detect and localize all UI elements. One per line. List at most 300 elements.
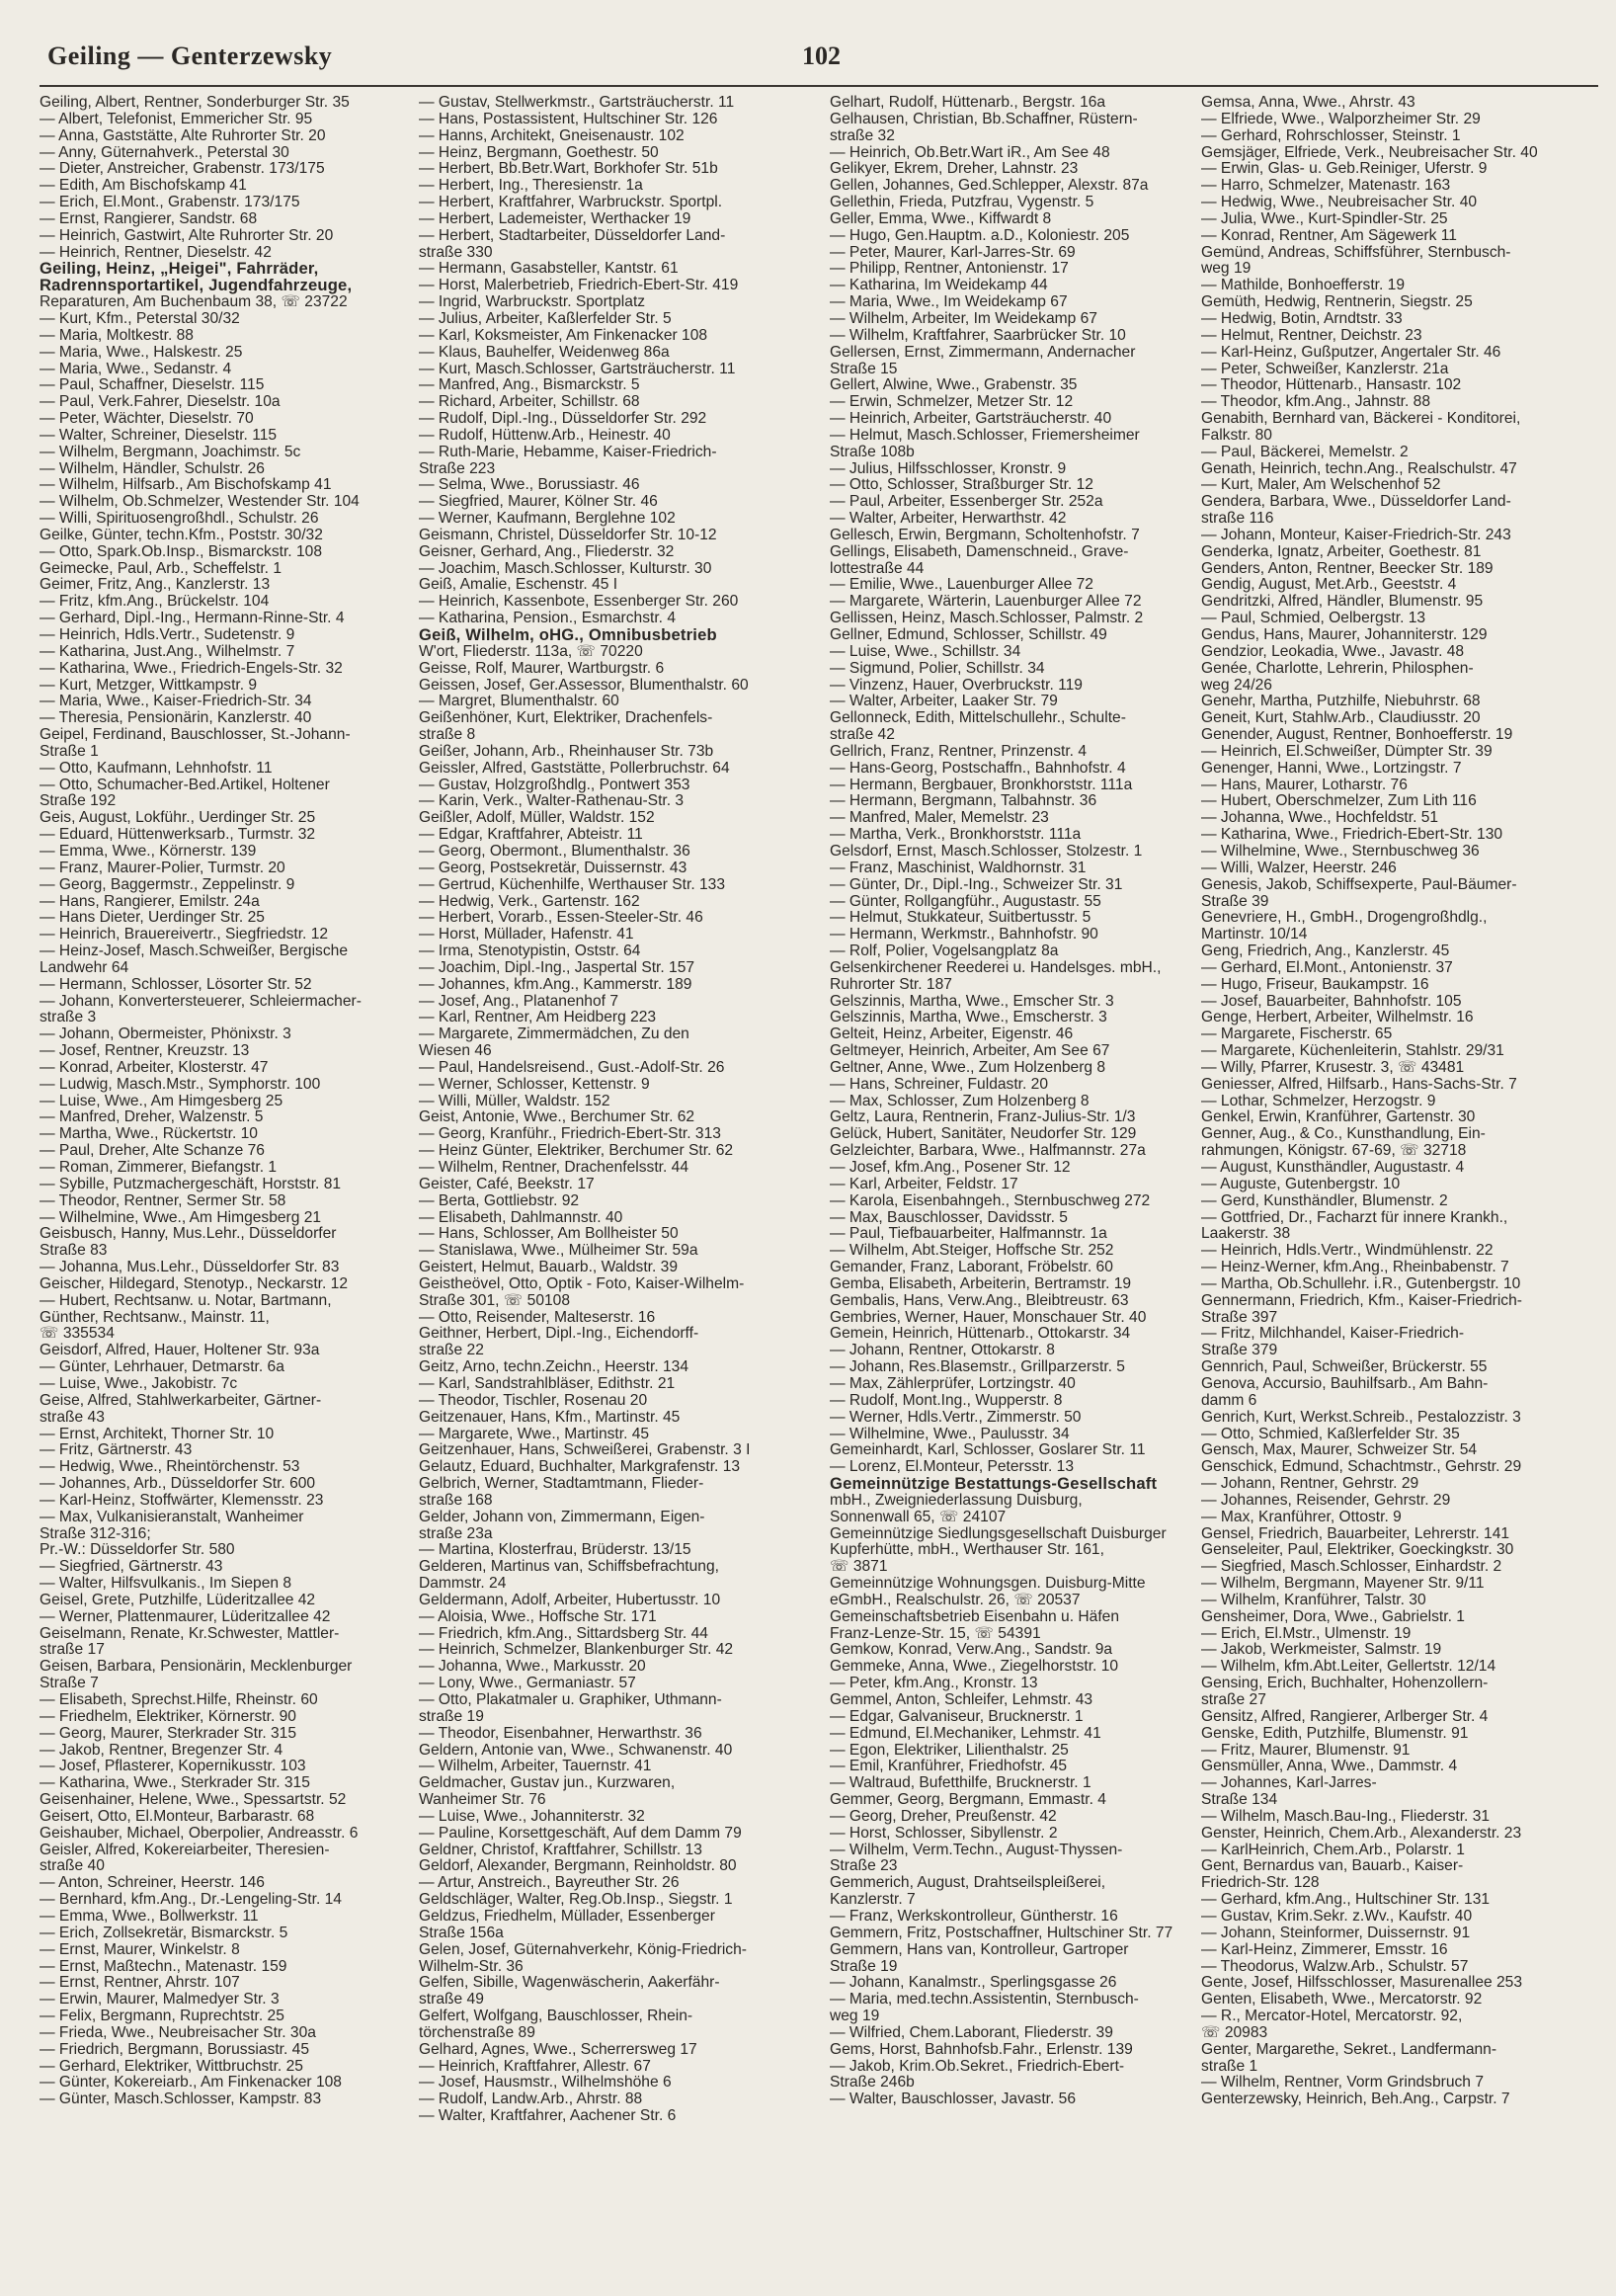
directory-entry: — Margarete, Wwe., Martinstr. 45 — [419, 1426, 650, 1442]
directory-entry: — Vinzenz, Hauer, Overbruckstr. 119 — [830, 677, 1083, 694]
directory-entry: — Gertrud, Küchenhilfe, Werthauser Str. 133 — [419, 876, 726, 893]
page-header-range: Geiling — Genterzewsky — [47, 41, 333, 70]
directory-entry: — Günter, Dr., Dipl.-Ing., Schweizer Str. 31 — [830, 876, 1123, 893]
directory-entry: — Hubert, Oberschmelzer, Zum Lith 116 — [1201, 793, 1477, 810]
directory-entry: Geissler, Alfred, Gaststätte, Pollerbruchstr. 64 — [419, 760, 730, 777]
directory-entry: Straße 156a — [419, 1925, 504, 1941]
directory-entry: Straße 1 — [40, 743, 99, 760]
directory-entry: — Paul, Bäckerei, Memelstr. 2 — [1201, 444, 1409, 460]
directory-entry: — Johannes, kfm.Ang., Kammerstr. 189 — [419, 976, 692, 993]
directory-entry: Gellesch, Erwin, Bergmann, Scholtenhofstr. 7 — [830, 527, 1140, 543]
directory-entry: — Johann, Steinformer, Duissernstr. 91 — [1201, 1925, 1471, 1941]
directory-entry: — Gerhard, El.Mont., Antonienstr. 37 — [1201, 959, 1453, 976]
directory-entry: Geldern, Antonie van, Wwe., Schwanenstr. 40 — [419, 1742, 733, 1759]
directory-entry: Gendritzki, Alfred, Händler, Blumenstr. 95 — [1201, 594, 1484, 611]
directory-entry: — Kurt, Kfm., Peterstal 30/32 — [40, 310, 240, 327]
directory-entry: — Julius, Hilfsschlosser, Kronstr. 9 — [830, 460, 1067, 477]
directory-entry: — Heinrich, Hdls.Vertr., Windmühlenstr. 22 — [1201, 1243, 1494, 1260]
directory-entry: — Rudolf, Hüttenw.Arb., Heinestr. 40 — [419, 427, 671, 444]
directory-entry: Gelhausen, Christian, Bb.Schaffner, Rüstern- — [830, 111, 1138, 127]
directory-entry: Gendera, Barbara, Wwe., Düsseldorfer Land- — [1201, 494, 1511, 511]
directory-entry: — Katharina, Wwe., Sterkrader Str. 315 — [40, 1775, 310, 1792]
directory-entry: — Wilhelmine, Wwe., Sternbuschweg 36 — [1201, 843, 1480, 860]
directory-entry: ☏ 3871 — [830, 1559, 888, 1576]
directory-entry: straße 17 — [40, 1642, 105, 1659]
directory-entry: damm 6 — [1201, 1392, 1257, 1409]
directory-entry: Gemüth, Hedwig, Rentnerin, Siegstr. 25 — [1201, 294, 1473, 311]
directory-entry: Geniesser, Alfred, Hilfsarb., Hans-Sachs-Str. 7 — [1201, 1076, 1517, 1093]
directory-entry: — Heinrich, Ob.Betr.Wart iR., Am See 48 — [830, 144, 1110, 161]
directory-entry: — Willi, Spirituosengroßhdl., Schulstr. 26 — [40, 511, 319, 528]
directory-entry: — Georg, Maurer, Sterkrader Str. 315 — [40, 1725, 297, 1742]
directory-entry: Gelautz, Eduard, Buchhalter, Markgrafenstr. 13 — [419, 1459, 741, 1476]
directory-entry: — Sigmund, Polier, Schillstr. 34 — [830, 660, 1045, 677]
directory-entry: — Walter, Schreiner, Dieselstr. 115 — [40, 427, 278, 444]
directory-entry: Gems, Horst, Bahnhofsb.Fahr., Erlenstr. 139 — [830, 2041, 1133, 2058]
directory-entry: Straße 7 — [40, 1676, 99, 1692]
directory-entry: — Otto, Spark.Ob.Insp., Bismarckstr. 108 — [40, 543, 322, 560]
directory-entry: — Georg, Baggermstr., Zeppelinstr. 9 — [40, 876, 295, 893]
directory-entry: Geldzus, Friedhelm, Müllader, Essenberger — [419, 1908, 715, 1925]
directory-entry: — Karl, Koksmeister, Am Finkenacker 108 — [419, 327, 708, 344]
directory-entry: — Josef, Pflasterer, Kopernikusstr. 103 — [40, 1759, 306, 1775]
directory-entry: — Albert, Telefonist, Emmericher Str. 95 — [40, 111, 313, 127]
directory-entry: Straße 15 — [830, 361, 898, 377]
directory-entry: Straße 23 — [830, 1858, 898, 1875]
directory-entry: Gellissen, Heinz, Masch.Schlosser, Palmstr. 2 — [830, 611, 1144, 627]
directory-entry: straße 330 — [419, 244, 493, 261]
directory-entry: — Martha, Wwe., Rückertstr. 10 — [40, 1126, 258, 1143]
directory-entry: — Stanislawa, Wwe., Mülheimer Str. 59a — [419, 1243, 698, 1260]
directory-entry: — Wilhelmine, Wwe., Am Himgesberg 21 — [40, 1209, 322, 1226]
directory-entry: Laakerstr. 38 — [1201, 1226, 1291, 1243]
directory-entry: — Gustav, Holzgroßhdlg., Pontwert 353 — [419, 777, 690, 793]
directory-entry: — Fritz, Gärtnerstr. 43 — [40, 1442, 193, 1459]
directory-entry: — Ernst, Architekt, Thorner Str. 10 — [40, 1426, 275, 1442]
directory-entry: Gelikyer, Ekrem, Dreher, Lahnstr. 23 — [830, 161, 1079, 178]
directory-entry: Gellen, Johannes, Ged.Schlepper, Alexstr. 87a — [830, 178, 1149, 195]
directory-entry: — Johanna, Wwe., Markusstr. 20 — [419, 1659, 646, 1676]
directory-entry: — Katharina, Im Weidekamp 44 — [830, 278, 1048, 294]
directory-entry: — Anny, Güternahverk., Peterstal 30 — [40, 144, 289, 161]
directory-entry: Geißer, Johann, Arb., Rheinhauser Str. 73b — [419, 743, 714, 760]
directory-entry: — Luise, Wwe., Am Himgesberg 25 — [40, 1093, 283, 1109]
directory-entry: — Gustav, Krim.Sekr. z.Wv., Kaufstr. 40 — [1201, 1908, 1473, 1925]
directory-entry: Gemba, Elisabeth, Arbeiterin, Bertramstr. 19 — [830, 1275, 1132, 1292]
directory-entry: Gendus, Hans, Maurer, Johanniterstr. 129 — [1201, 627, 1488, 643]
header-rule — [40, 85, 1598, 87]
directory-entry: — Gustav, Stellwerkmstr., Gartsträucherstr. 11 — [419, 95, 735, 111]
directory-entry: — Rolf, Polier, Vogelsangplatz 8a — [830, 943, 1059, 960]
directory-entry: — Erich, El.Mstr., Ulmenstr. 19 — [1201, 1625, 1412, 1642]
directory-entry: — Manfred, Maler, Memelstr. 23 — [830, 810, 1049, 827]
directory-entry: Radrennsportartikel, Jugendfahrzeuge, — [40, 278, 353, 295]
directory-entry: Straße 301, ☏ 50108 — [419, 1292, 571, 1309]
directory-entry: — Ingrid, Warbruckstr. Sportplatz — [419, 294, 646, 311]
directory-entry: Wiesen 46 — [419, 1043, 492, 1060]
directory-entry: — Wilhelm, Kranführer, Talstr. 30 — [1201, 1592, 1426, 1608]
directory-entry: lottestraße 44 — [830, 560, 925, 577]
directory-entry: — Walter, Arbeiter, Laaker Str. 79 — [830, 694, 1058, 710]
directory-entry: Geiling, Albert, Rentner, Sonderburger Str. 35 — [40, 95, 350, 111]
directory-entry: Straße 83 — [40, 1243, 108, 1260]
directory-entry: ☏ 335534 — [40, 1326, 115, 1343]
directory-entry: Genske, Edith, Putzhilfe, Blumenstr. 91 — [1201, 1725, 1469, 1742]
directory-entry: — Walter, Hilfsvulkanis., Im Siepen 8 — [40, 1576, 292, 1593]
directory-entry: Gemünd, Andreas, Schiffsführer, Sternbusch- — [1201, 244, 1511, 261]
directory-entry: Geltz, Laura, Rentnerin, Franz-Julius-Str. 1/3 — [830, 1109, 1136, 1126]
directory-entry: straße 1 — [1201, 2058, 1258, 2075]
directory-entry: — Margret, Blumenthalstr. 60 — [419, 694, 619, 710]
directory-entry: Gemmerich, August, Drahtseilspleißerei, — [830, 1875, 1106, 1892]
directory-entry: Geise, Alfred, Stahlwerkarbeiter, Gärtner- — [40, 1392, 322, 1409]
directory-entry: Geldorf, Alexander, Bergmann, Reinholdstr. 80 — [419, 1858, 737, 1875]
directory-entry: — Paul, Tiefbauarbeiter, Halfmannstr. 1a — [830, 1226, 1107, 1243]
directory-entry: Genevriere, H., GmbH., Drogengroßhdlg., — [1201, 910, 1488, 927]
directory-entry: Genesis, Jakob, Schiffsexperte, Paul-Bäumer- — [1201, 876, 1517, 893]
directory-entry: Genabith, Bernhard van, Bäckerei - Konditorei, — [1201, 411, 1521, 428]
directory-entry: — Helmut, Rentner, Deichstr. 23 — [1201, 327, 1422, 344]
directory-entry: Gemein, Heinrich, Hüttenarb., Ottokarstr. 34 — [830, 1326, 1131, 1343]
directory-entry: — Gerhard, Rohrschlosser, Steinstr. 1 — [1201, 127, 1461, 144]
directory-entry: — Wilfried, Chem.Laborant, Fliederstr. 39 — [830, 2024, 1113, 2041]
directory-entry: — Erwin, Maurer, Malmedyer Str. 3 — [40, 1992, 280, 2009]
directory-entry: — Georg, Obermont., Blumenthalstr. 36 — [419, 843, 690, 860]
directory-entry: — Edgar, Kraftfahrer, Abteistr. 11 — [419, 827, 643, 844]
directory-entry: — Edmund, El.Mechaniker, Lehmstr. 41 — [830, 1725, 1101, 1742]
directory-entry: — Joachim, Dipl.-Ing., Jaspertal Str. 157 — [419, 959, 695, 976]
directory-entry: Geisen, Barbara, Pensionärin, Mecklenburger — [40, 1659, 353, 1676]
directory-entry: Gensch, Max, Maurer, Schweizer Str. 54 — [1201, 1442, 1478, 1459]
directory-entry: — Dieter, Anstreicher, Grabenstr. 173/175 — [40, 161, 325, 178]
directory-entry: Straße 108b — [830, 444, 915, 460]
directory-entry: Geneit, Kurt, Stahlw.Arb., Claudiusstr. 20 — [1201, 710, 1481, 727]
directory-entry: — Karl-Heinz, Stoffwärter, Klemensstr. 23 — [40, 1492, 324, 1509]
directory-entry: — Waltraud, Bufetthilfe, Brucknerstr. 1 — [830, 1775, 1091, 1792]
directory-entry: — Otto, Reisender, Malteserstr. 16 — [419, 1309, 656, 1326]
directory-entry: — Paul, Dreher, Alte Schanze 76 — [40, 1143, 265, 1160]
directory-entry: Gendzior, Leokadia, Wwe., Javastr. 48 — [1201, 643, 1465, 660]
directory-entry: — Ludwig, Masch.Mstr., Symphorstr. 100 — [40, 1076, 321, 1093]
directory-entry: — Johanna, Wwe., Hochfeldstr. 51 — [1201, 810, 1439, 827]
directory-entry: eGmbH., Realschulstr. 26, ☏ 20537 — [830, 1592, 1081, 1608]
directory-entry: — Wilhelm, Händler, Schulstr. 26 — [40, 460, 265, 477]
directory-entry: Gembalis, Hans, Verw.Ang., Bleibtreustr. 63 — [830, 1292, 1129, 1309]
directory-entry: — Kurt, Metzger, Wittkampstr. 9 — [40, 677, 258, 694]
directory-entry: — Wilhelm, Bergmann, Joachimstr. 5c — [40, 444, 301, 460]
directory-entry: Günther, Rechtsanw., Mainstr. 11, — [40, 1309, 270, 1326]
directory-entry: Geitzenauer, Hans, Kfm., Martinstr. 45 — [419, 1409, 681, 1426]
directory-entry: — Hans, Schlosser, Am Bollheister 50 — [419, 1226, 679, 1243]
directory-entry: — Julia, Wwe., Kurt-Spindler-Str. 25 — [1201, 210, 1448, 227]
directory-entry: Geiß, Amalie, Eschenstr. 45 I — [419, 577, 618, 594]
directory-entry: — Hans Dieter, Uerdinger Str. 25 — [40, 910, 265, 927]
directory-entry: — Günter, Lehrhauer, Detmarstr. 6a — [40, 1359, 284, 1376]
directory-entry: — Felix, Bergmann, Ruprechtstr. 25 — [40, 2009, 284, 2025]
directory-entry: — Friedrich, Bergmann, Borussiastr. 45 — [40, 2041, 309, 2058]
directory-entry: — Johanna, Mus.Lehr., Düsseldorfer Str. 83 — [40, 1260, 340, 1276]
directory-entry: — Theodorus, Walzw.Arb., Schulstr. 57 — [1201, 1958, 1469, 1975]
directory-entry: — Theresia, Pensionärin, Kanzlerstr. 40 — [40, 710, 312, 727]
directory-entry: Geishauber, Michael, Oberpolier, Andreasstr. 6 — [40, 1825, 359, 1842]
directory-entry: Geiselmann, Renate, Kr.Schwester, Mattler- — [40, 1625, 340, 1642]
directory-entry: — Ernst, Maßtechn., Matenastr. 159 — [40, 1958, 287, 1975]
directory-entry: — Johann, Rentner, Ottokarstr. 8 — [830, 1343, 1055, 1359]
directory-entry: — Emil, Kranführer, Friedhofstr. 45 — [830, 1759, 1068, 1775]
directory-entry: Gelhart, Rudolf, Hüttenarb., Bergstr. 16a — [830, 95, 1106, 111]
directory-entry: — Willi, Müller, Waldstr. 152 — [419, 1093, 610, 1109]
directory-entry: — Julius, Arbeiter, Kaßlerfelder Str. 5 — [419, 310, 672, 327]
directory-entry: Geischer, Hildegard, Stenotyp., Neckarstr. 12 — [40, 1275, 349, 1292]
directory-entry: Gensitz, Alfred, Rangierer, Arlberger Str. 4 — [1201, 1708, 1489, 1725]
directory-entry: Gemeinschaftsbetrieb Eisenbahn u. Häfen — [830, 1608, 1119, 1625]
directory-entry: — Lorenz, El.Monteur, Petersstr. 13 — [830, 1459, 1075, 1476]
directory-entry: Straße 19 — [830, 1958, 898, 1975]
directory-entry: — Emma, Wwe., Bollwerkstr. 11 — [40, 1908, 259, 1925]
directory-entry: Geltmeyer, Heinrich, Arbeiter, Am See 67 — [830, 1043, 1110, 1060]
directory-entry: Geldner, Christof, Kraftfahrer, Schillstr. 13 — [419, 1842, 702, 1858]
directory-entry: Geistert, Helmut, Bauarb., Waldstr. 39 — [419, 1260, 679, 1276]
directory-entry: — Wilhelm, Bergmann, Mayener Str. 9/11 — [1201, 1576, 1485, 1593]
directory-entry: — Otto, Schlosser, Straßburger Str. 12 — [830, 477, 1093, 494]
column-4 — [1201, 95, 1573, 2108]
directory-entry: Straße 312-316; — [40, 1525, 151, 1542]
directory-entry: Gelder, Johann von, Zimmermann, Eigen- — [419, 1509, 705, 1525]
directory-entry: Genehr, Martha, Putzhilfe, Niebuhrstr. 68 — [1201, 694, 1481, 710]
directory-entry: — Johann, Monteur, Kaiser-Friedrich-Str. 243 — [1201, 527, 1511, 543]
directory-entry: — Jakob, Krim.Ob.Sekret., Friedrich-Ebert- — [830, 2058, 1125, 2075]
directory-entry: — Max, Zählerprüfer, Lortzingstr. 40 — [830, 1375, 1076, 1392]
directory-entry: — Hugo, Gen.Hauptm. a.D., Koloniestr. 205 — [830, 227, 1130, 244]
directory-entry: straße 116 — [1201, 511, 1274, 528]
directory-entry: Gemeinnützige Siedlungsgesellschaft Duisburger — [830, 1525, 1167, 1542]
directory-entry: Gelfert, Wolfgang, Bauschlosser, Rhein- — [419, 2009, 693, 2025]
directory-entry: — Elisabeth, Dahlmannstr. 40 — [419, 1209, 623, 1226]
directory-entry: — Klaus, Bauhelfer, Weidenweg 86a — [419, 344, 670, 361]
directory-entry: — Luise, Wwe., Schillstr. 34 — [830, 643, 1021, 660]
directory-entry: — Heinrich, Kraftfahrer, Allestr. 67 — [419, 2058, 651, 2075]
directory-entry: — Philipp, Rentner, Antonienstr. 17 — [830, 261, 1069, 278]
directory-entry: — Hans, Rangierer, Emilstr. 24a — [40, 893, 260, 910]
directory-entry: — Peter, Schweißer, Kanzlerstr. 21a — [1201, 361, 1449, 377]
directory-entry: Geisenhainer, Helene, Wwe., Spessartstr. 52 — [40, 1792, 347, 1809]
directory-entry: Gemmern, Fritz, Postschaffner, Hultschiner Str. 77 — [830, 1925, 1173, 1941]
directory-entry: — Wilhelm, Rentner, Vorm Grindsbruch 7 — [1201, 2075, 1484, 2091]
directory-entry: Reparaturen, Am Buchenbaum 38, ☏ 23722 — [40, 294, 348, 311]
directory-entry: — Hermann, Bergbauer, Bronkhorststr. 111a — [830, 777, 1133, 793]
directory-entry: — Elfriede, Wwe., Walporzheimer Str. 29 — [1201, 111, 1481, 127]
directory-entry: straße 19 — [419, 1708, 484, 1725]
directory-entry: — Edith, Am Bischofskamp 41 — [40, 178, 247, 195]
directory-entry: — Heinrich, Gastwirt, Alte Ruhrorter Str. 20 — [40, 227, 334, 244]
directory-entry: — Gerhard, Elektriker, Wittbruchstr. 25 — [40, 2058, 303, 2075]
directory-entry: Wanheimer Str. 76 — [419, 1792, 546, 1809]
directory-entry: — Sybille, Putzmachergeschäft, Horststr. 81 — [40, 1176, 342, 1192]
directory-entry: Geister, Café, Beekstr. 17 — [419, 1176, 595, 1192]
directory-entry: — Wilhelm, Verm.Techn., August-Thyssen- — [830, 1842, 1123, 1858]
directory-entry: Geisel, Grete, Putzhilfe, Lüderitzallee 42 — [40, 1592, 316, 1608]
directory-entry: Genten, Elisabeth, Wwe., Mercatorstr. 92 — [1201, 1992, 1483, 2009]
directory-entry: Gelteit, Heinz, Arbeiter, Eigenstr. 46 — [830, 1026, 1074, 1043]
directory-entry: Gelfen, Sibille, Wagenwäscherin, Aakerfähr- — [419, 1975, 720, 1992]
directory-entry: Geitzenhauer, Hans, Schweißerei, Grabenstr. 3 I — [419, 1442, 751, 1459]
directory-entry: — Herbert, Stadtarbeiter, Düsseldorfer Land- — [419, 227, 726, 244]
directory-entry: — Walter, Arbeiter, Herwarthstr. 42 — [830, 511, 1067, 528]
directory-entry: — Helmut, Stukkateur, Suitbertusstr. 5 — [830, 910, 1091, 927]
directory-entry: — Paul, Schmied, Oelbergstr. 13 — [1201, 611, 1426, 627]
directory-entry: Geis, August, Lokführ., Uerdinger Str. 25 — [40, 810, 316, 827]
directory-entry: — Theodor, Rentner, Sermer Str. 58 — [40, 1192, 286, 1209]
directory-entry: — Günter, Masch.Schlosser, Kampstr. 83 — [40, 2091, 322, 2108]
directory-entry: — Paul, Arbeiter, Essenberger Str. 252a — [830, 494, 1103, 511]
directory-entry: ☏ 20983 — [1201, 2024, 1268, 2041]
directory-entry: Gellethin, Frieda, Putzfrau, Vygenstr. 5 — [830, 195, 1094, 211]
directory-entry: — Günter, Kokereiarb., Am Finkenacker 108 — [40, 2075, 342, 2091]
directory-entry: — Bernhard, kfm.Ang., Dr.-Lengeling-Str. 14 — [40, 1892, 342, 1909]
directory-entry: Gembries, Werner, Hauer, Monschauer Str. 40 — [830, 1309, 1147, 1326]
directory-entry: Gemmer, Georg, Bergmann, Emmastr. 4 — [830, 1792, 1106, 1809]
directory-entry: — Max, Kranführer, Ottostr. 9 — [1201, 1509, 1402, 1525]
directory-entry: — Katharina, Pension., Esmarchstr. 4 — [419, 611, 677, 627]
directory-entry: — Erich, Zollsekretär, Bismarckstr. 5 — [40, 1925, 288, 1941]
directory-entry: Genterzewsky, Heinrich, Beh.Ang., Carpstr. 7 — [1201, 2091, 1510, 2108]
directory-entry: — Erwin, Glas- u. Geb.Reiniger, Uferstr. 9 — [1201, 161, 1488, 178]
directory-entry: Gemander, Franz, Laborant, Fröbelstr. 60 — [830, 1260, 1113, 1276]
directory-entry: Straße 397 — [1201, 1309, 1278, 1326]
directory-entry: — Wilhelm, Ob.Schmelzer, Westender Str. 104 — [40, 494, 360, 511]
directory-entry: — Franz, Maschinist, Waldhornstr. 31 — [830, 860, 1087, 876]
directory-entry: — Karl, Sandstrahlbläser, Edithstr. 21 — [419, 1375, 676, 1392]
directory-entry: — Frieda, Wwe., Neubreisacher Str. 30a — [40, 2024, 316, 2041]
directory-entry: — Josef, Rentner, Kreuzstr. 13 — [40, 1043, 250, 1060]
directory-entry: — Franz, Werkskontrolleur, Güntherstr. 16 — [830, 1908, 1118, 1925]
directory-entry: — Margarete, Küchenleiterin, Stahlstr. 29/31 — [1201, 1043, 1504, 1060]
directory-entry: Straße 134 — [1201, 1792, 1278, 1809]
directory-entry: — Katharina, Wwe., Friedrich-Engels-Str. 32 — [40, 660, 343, 677]
directory-entry: Landwehr 64 — [40, 959, 129, 976]
directory-entry: — Joachim, Masch.Schlosser, Kulturstr. 30 — [419, 560, 712, 577]
directory-entry: — Eduard, Hüttenwerksarb., Turmstr. 32 — [40, 827, 316, 844]
directory-entry: — Hubert, Rechtsanw. u. Notar, Bartmann, — [40, 1292, 332, 1309]
directory-entry: — Martha, Verk., Bronkhorststr. 111a — [830, 827, 1082, 844]
directory-entry: Gensing, Erich, Buchhalter, Hohenzollern- — [1201, 1676, 1489, 1692]
directory-entry: Genrich, Kurt, Werkst.Schreib., Pestalozzistr. 3 — [1201, 1409, 1521, 1426]
directory-entry: — Johannes, Reisender, Gehrstr. 29 — [1201, 1492, 1451, 1509]
directory-entry: Martinstr. 10/14 — [1201, 927, 1308, 943]
directory-entry: — Hans, Maurer, Lotharstr. 76 — [1201, 777, 1408, 793]
directory-entry: Gelderen, Martinus van, Schiffsbefrachtung, — [419, 1559, 719, 1576]
directory-entry: Gemeinnützige Wohnungsgen. Duisburg-Mitte — [830, 1576, 1146, 1593]
directory-entry: — Ernst, Maurer, Winkelstr. 8 — [40, 1941, 240, 1958]
directory-entry: Franz-Lenze-Str. 15, ☏ 54391 — [830, 1625, 1041, 1642]
column-3 — [830, 95, 1201, 2108]
directory-entry: — Heinrich, Brauereivertr., Siegfriedstr. 12 — [40, 927, 329, 943]
directory-entry: Gensheimer, Dora, Wwe., Gabrielstr. 1 — [1201, 1608, 1465, 1625]
directory-entry: Geißler, Adolf, Müller, Waldstr. 152 — [419, 810, 655, 827]
directory-entry: — Hedwig, Wwe., Rheintörchenstr. 53 — [40, 1459, 300, 1476]
directory-entry: — Paul, Verk.Fahrer, Dieselstr. 10a — [40, 394, 281, 411]
directory-entry: Genath, Heinrich, techn.Ang., Realschulstr. 47 — [1201, 460, 1517, 477]
directory-entry: — Hedwig, Botin, Arndtstr. 33 — [1201, 310, 1403, 327]
directory-entry: straße 42 — [830, 727, 895, 744]
directory-entry: — Ruth-Marie, Hebamme, Kaiser-Friedrich- — [419, 444, 717, 460]
directory-entry: — Heinz-Josef, Masch.Schweißer, Bergische — [40, 943, 348, 960]
directory-entry: weg 19 — [830, 2009, 880, 2025]
directory-entry: — Johannes, Arb., Düsseldorfer Str. 600 — [40, 1476, 316, 1493]
directory-entry: Gelzleichter, Barbara, Wwe., Halfmannstr. 27a — [830, 1143, 1146, 1160]
directory-entry: — Margarete, Fischerstr. 65 — [1201, 1026, 1393, 1043]
directory-entry: — Selma, Wwe., Borussiastr. 46 — [419, 477, 640, 494]
directory-entry: — Josef, Ang., Platanenhof 7 — [419, 993, 618, 1010]
directory-entry: Straße 192 — [40, 793, 117, 810]
directory-entry: Gellrich, Franz, Rentner, Prinzenstr. 4 — [830, 743, 1087, 760]
directory-entry: — Theodor, Eisenbahner, Herwarthstr. 36 — [419, 1725, 702, 1742]
directory-entry: — Karl, Rentner, Am Heidberg 223 — [419, 1010, 657, 1026]
directory-entry: — Jakob, Rentner, Bregenzer Str. 4 — [40, 1742, 283, 1759]
directory-entry: — Wilhelm, Kraftfahrer, Saarbrücker Str. 10 — [830, 327, 1126, 344]
directory-entry: straße 43 — [40, 1409, 105, 1426]
directory-entry: — Edgar, Galvaniseur, Brucknerstr. 1 — [830, 1708, 1084, 1725]
directory-entry: — Werner, Kaufmann, Berglehne 102 — [419, 511, 676, 528]
directory-entry: Geilke, Günter, techn.Kfm., Poststr. 30/32 — [40, 527, 323, 543]
directory-entry: Geltner, Anne, Wwe., Zum Holzenberg 8 — [830, 1059, 1106, 1076]
directory-entry: — Konrad, Arbeiter, Klosterstr. 47 — [40, 1059, 269, 1076]
directory-entry: — Manfred, Dreher, Walzenstr. 5 — [40, 1109, 264, 1126]
directory-entry: Gelück, Hubert, Sanitäter, Neudorfer Str. 129 — [830, 1126, 1137, 1143]
directory-entry: — Katharina, Wwe., Friedrich-Ebert-Str. 130 — [1201, 827, 1503, 844]
directory-entry: Ruhrorter Str. 187 — [830, 976, 952, 993]
directory-entry: — Irma, Stenotypistin, Oststr. 64 — [419, 943, 641, 960]
directory-entry: Genster, Heinrich, Chem.Arb., Alexanderstr. 23 — [1201, 1825, 1522, 1842]
directory-entry: — Herbert, Ing., Theresienstr. 1a — [419, 178, 643, 195]
directory-entry: — Wilhelm, kfm.Abt.Leiter, Gellertstr. 12/14 — [1201, 1659, 1496, 1676]
directory-entry: — Karl-Heinz, Zimmerer, Emsstr. 16 — [1201, 1941, 1448, 1958]
directory-entry: — Johann, Konvertersteuerer, Schleiermacher- — [40, 993, 362, 1010]
directory-entry: — Hermann, Werkmstr., Bahnhofstr. 90 — [830, 927, 1098, 943]
directory-entry: — Heinrich, Rentner, Dieselstr. 42 — [40, 244, 272, 261]
directory-entry: Pr.-W.: Düsseldorfer Str. 580 — [40, 1542, 235, 1559]
directory-entry: — Max, Vulkanisieranstalt, Wanheimer — [40, 1509, 304, 1525]
directory-entry: — Otto, Schmied, Kaßlerfelder Str. 35 — [1201, 1426, 1460, 1442]
directory-entry: — Artur, Anstreich., Bayreuther Str. 26 — [419, 1875, 680, 1892]
directory-entry: — Werner, Schlosser, Kettenstr. 9 — [419, 1076, 650, 1093]
directory-entry: — Heinz-Werner, kfm.Ang., Rheinbabenstr. 7 — [1201, 1260, 1509, 1276]
directory-entry: — Rudolf, Dipl.-Ing., Düsseldorfer Str. 292 — [419, 411, 707, 428]
directory-entry: — Berta, Gottliebstr. 92 — [419, 1192, 580, 1209]
directory-entry: — Herbert, Kraftfahrer, Warbruckstr. Sportpl. — [419, 195, 723, 211]
directory-entry: — Wilhelm, Abt.Steiger, Hoffsche Str. 252 — [830, 1243, 1114, 1260]
directory-entry: Kanzlerstr. 7 — [830, 1892, 916, 1909]
directory-entry: — Heinrich, Schmelzer, Blankenburger Str. 42 — [419, 1642, 734, 1659]
directory-entry: — Harro, Schmelzer, Matenastr. 163 — [1201, 178, 1451, 195]
page-number: 102 — [802, 41, 841, 70]
directory-entry: — Wilhelm, Arbeiter, Im Weidekamp 67 — [830, 310, 1097, 327]
directory-entry: Geisler, Alfred, Kokereiarbeiter, Theresien- — [40, 1842, 330, 1858]
directory-entry: — Gerd, Kunsthändler, Blumenstr. 2 — [1201, 1192, 1448, 1209]
directory-entry: Kupferhütte, mbH., Werthauser Str. 161, — [830, 1542, 1104, 1559]
directory-entry: — Johann, Obermeister, Phönixstr. 3 — [40, 1026, 291, 1043]
directory-entry: Geismann, Christel, Düsseldorfer Str. 10-12 — [419, 527, 717, 543]
directory-entry: Gelszinnis, Martha, Wwe., Emscherstr. 3 — [830, 1010, 1107, 1026]
directory-entry: — Lothar, Schmelzer, Herzogstr. 9 — [1201, 1093, 1436, 1109]
directory-entry: Gent, Bernardus van, Bauarb., Kaiser- — [1201, 1858, 1464, 1875]
directory-entry: — Johann, Res.Blasemstr., Grillparzerstr. 5 — [830, 1359, 1125, 1376]
directory-entry: — Hans, Postassistent, Hultschiner Str. 126 — [419, 111, 718, 127]
directory-entry: Geipel, Ferdinand, Bauschlosser, St.-Johann- — [40, 727, 351, 744]
directory-entry: — Walter, Bauschlosser, Javastr. 56 — [830, 2091, 1077, 2108]
directory-entry: Gensmüller, Anna, Wwe., Dammstr. 4 — [1201, 1759, 1458, 1775]
directory-entry: — Martina, Klosterfrau, Brüderstr. 13/15 — [419, 1542, 691, 1559]
